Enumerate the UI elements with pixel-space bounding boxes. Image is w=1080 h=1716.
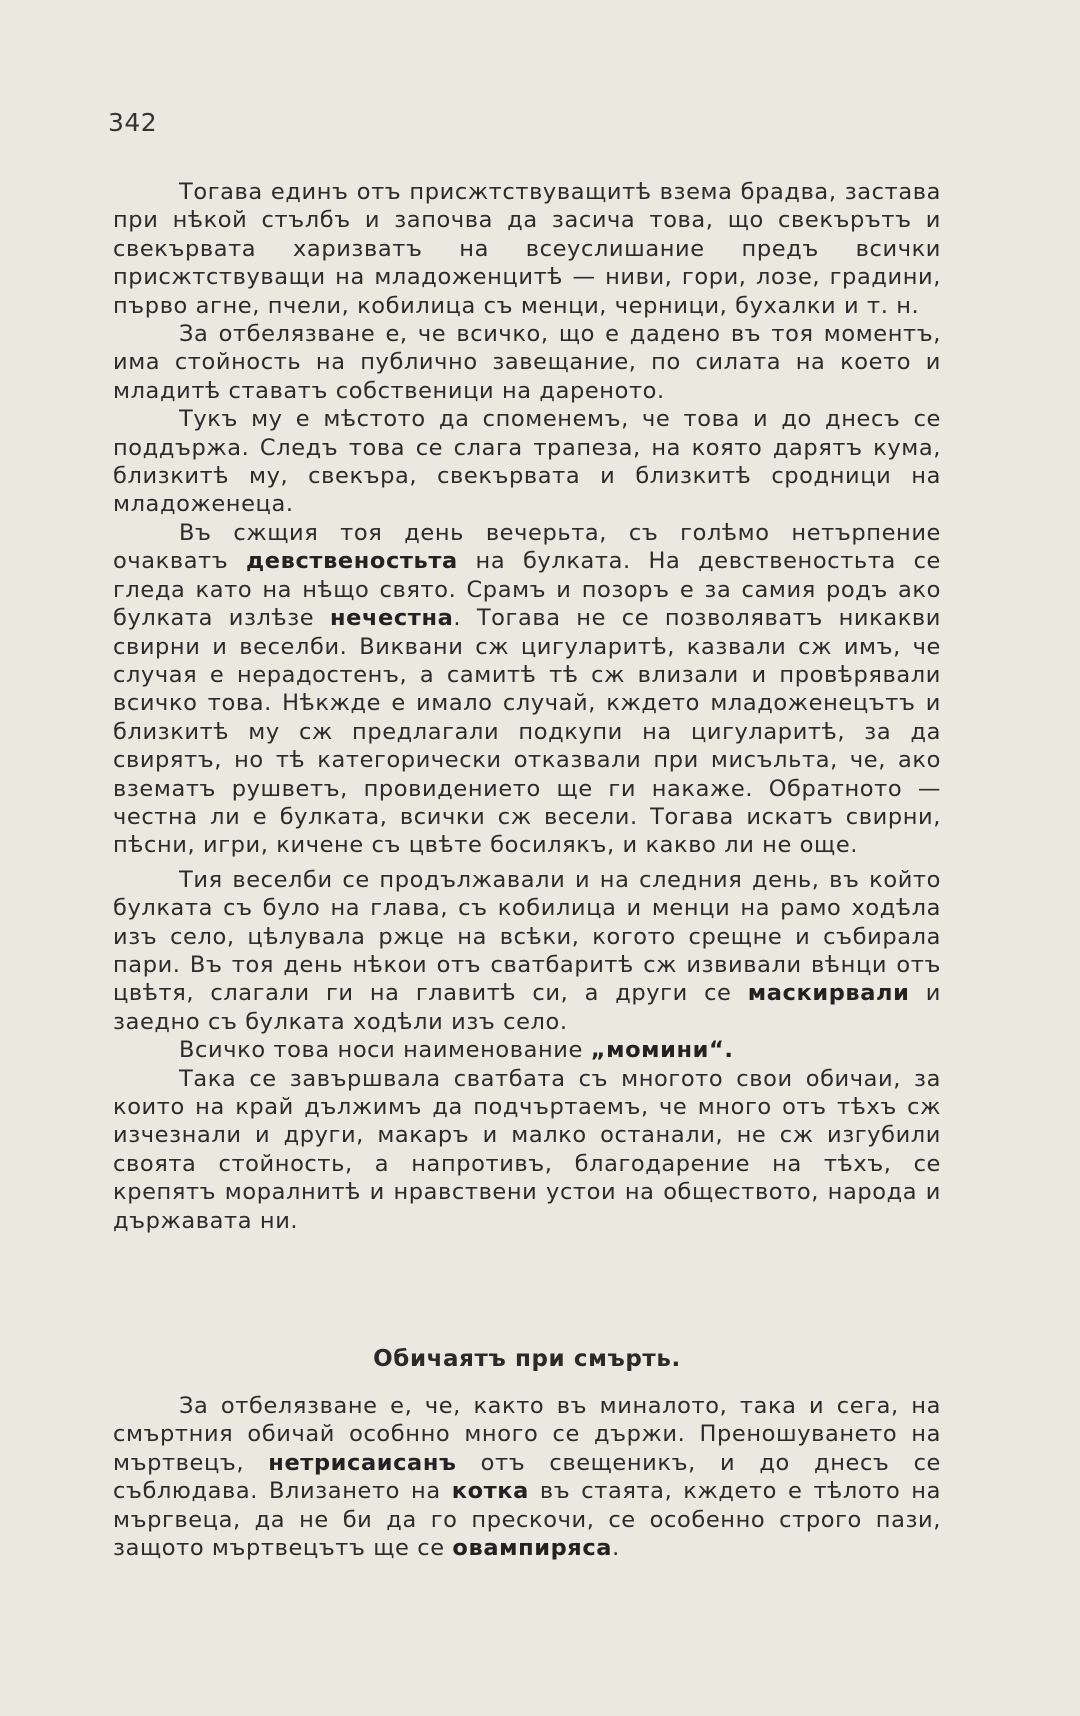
text-run: въ стаята, кждето е тѣлото на мъргвеца, да не би да го прескочи, се особенно строго пази, защото мъртвецътъ ще се	[113, 1478, 941, 1562]
section-wedding-text	[113, 178, 941, 1235]
text-run: Всичко това носи наименование	[179, 1037, 591, 1064]
text-run: За отбелязване е, че всичко, що е дадено въ тоя моментъ, има стойность на публично завещание, по силата на което и младитѣ ставатъ собственици на дареното.	[113, 321, 941, 404]
bold-term: овампиряса	[452, 1535, 613, 1562]
paragraph	[113, 178, 941, 320]
paragraph	[113, 405, 941, 519]
bold-term: „момини“.	[590, 1037, 734, 1064]
text-run: Тия веселби се продължавали и на следния день, въ който булката съ було на глава, съ кобилица и менци на рамо ходѣла изъ село, цѣлувала ржце на всѣки, когото срещне и събирала пари. Въ тоя день нѣкои отъ сватбаритѣ сж извивали вѣнци отъ цвѣтя, слагали ги на главитѣ си, а други се	[113, 866, 941, 1007]
text-run: отъ свещеникъ, и до днесъ се съблюдава. Влизането на	[113, 1449, 941, 1505]
paragraph	[113, 866, 941, 1036]
text-run: на булката. На девственостьта се гледа като на нѣщо свято. Срамъ и позоръ е за самия родъ ако булката излѣзе	[113, 548, 941, 632]
section-death-text	[113, 1392, 941, 1562]
section-heading: Обичаятъ при смърть.	[373, 1346, 681, 1372]
page-number: 342	[108, 108, 158, 137]
bold-term: котка	[451, 1478, 529, 1505]
paragraph	[113, 1065, 941, 1235]
text-run: Така се завършвала сватбата съ многото свои обичаи, за които на край дължимъ да подчъртаемъ, че много отъ тѣхъ сж изчезнали и други, макаръ и малко останали, не сж изгубили своята стойность, а напротивъ, благодарение на тѣхъ, се крепятъ моралнитѣ и нравствени устои на обществото, народа и държавата ни.	[113, 1065, 941, 1234]
bold-term: девственостьта	[246, 548, 458, 575]
paragraph	[113, 320, 941, 405]
paragraph	[113, 519, 941, 860]
text-run: Тогава единъ отъ присжтствуващитѣ взема брадва, застава при нѣкой стълбъ и започва да засича това, що свекърътъ и свекървата харизватъ на всеуслишание предъ всички присжтствуващи на младоженцитѣ — ниви, гори, лозе, градини, първо агне, пчели, кобилица съ менци, черници, бухалки и т. н.	[113, 179, 941, 319]
bold-term: маскирвали	[747, 980, 910, 1007]
text-run: .	[612, 1535, 620, 1562]
text-run: . Тогава не се позволяватъ никакви свирни и веселби. Виквани сж цигуларитѣ, казвали сж имъ, че случая е нерадостенъ, а самитѣ тѣ сж влизали и провѣрявали всичко това. Нѣкжде е имало случай, кждето младоженецътъ и близкитѣ му сж предлагали подкупи на цигуларитѣ, за да свирятъ, но тѣ категорически отказвали при мисъльта, че, ако взематъ рушветъ, провидението ще ги накаже. Обратното — честна ли е булката, всички сж весели. Тогава искатъ свирни, пѣсни, игри, кичене съ цвѣте босилякъ, и какво ли не още.	[113, 605, 941, 859]
text-run: За отбелязване е, че, както въ миналото, така и сега, на смъртния обичай особнно много се държи. Преношуването на мъртвецъ,	[113, 1393, 941, 1476]
text-run: Въ сжщия тоя день вечерьта, съ голѣмо нетърпение очакватъ	[113, 519, 941, 575]
bold-term: нетрисаисанъ	[268, 1449, 457, 1476]
paragraph	[113, 1036, 941, 1064]
bold-term: нечестна	[329, 605, 454, 632]
text-run: Тукъ му е мѣстото да споменемъ, че това и до днесъ се поддържа. Следъ това се слага трапеза, на която дарятъ кума, близкитѣ му, свекъра, свекървата и близкитѣ сродници на младоженеца.	[113, 406, 941, 518]
text-run: и заедно съ булката ходѣли изъ село.	[113, 980, 941, 1035]
paragraph	[113, 1392, 941, 1562]
